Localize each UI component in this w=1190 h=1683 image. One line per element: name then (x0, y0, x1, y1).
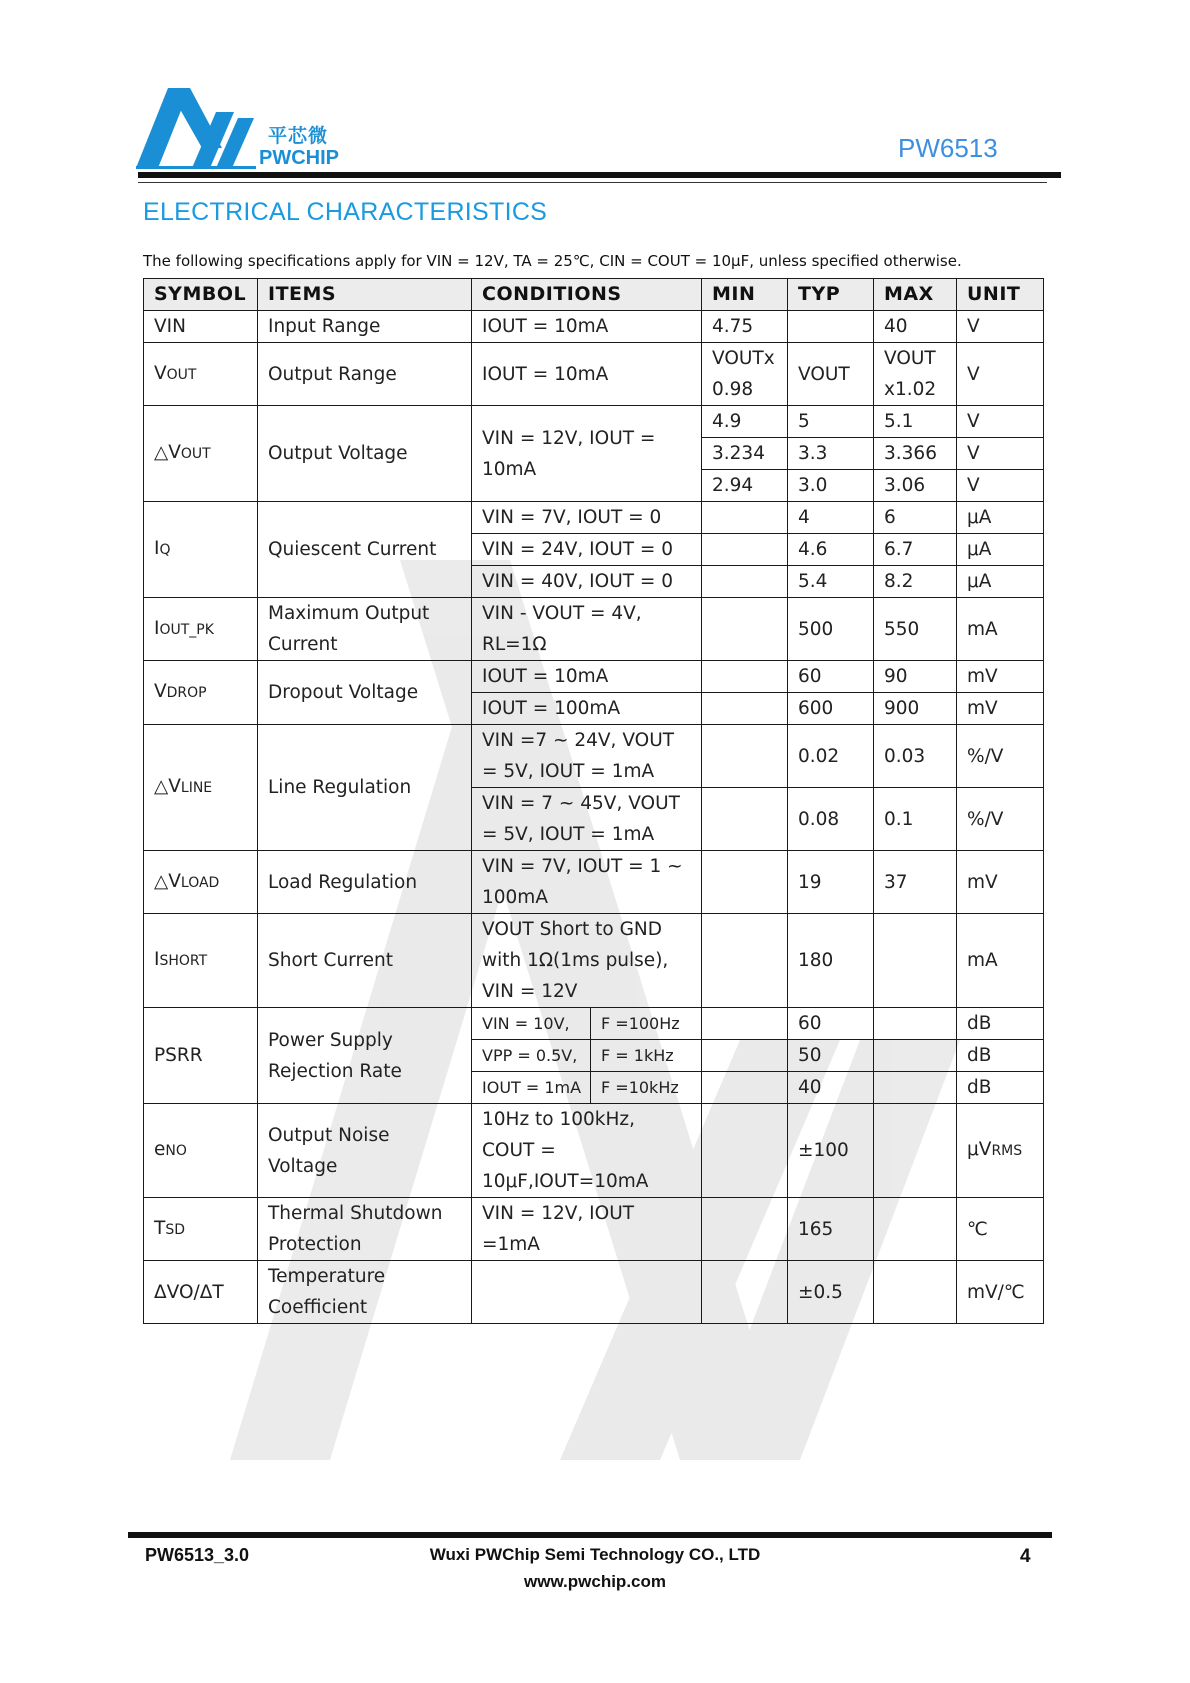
typ-cell: 600 (788, 693, 874, 725)
unit-cell: mA (957, 914, 1044, 1008)
typ-cell: 4 (788, 502, 874, 534)
symbol-cell (144, 725, 258, 851)
condition-cell: VIN = 40V, IOUT = 0 (472, 566, 702, 598)
unit-cell: ℃ (957, 1198, 1044, 1261)
condition-cell (472, 1072, 702, 1104)
max-cell: 6 (874, 502, 957, 534)
psrr-condition-a: VPP = 0.5V, (472, 1040, 591, 1071)
typ-cell: 3.3 (788, 438, 874, 470)
unit-cell: V (957, 311, 1044, 343)
max-cell (874, 914, 957, 1008)
min-cell (702, 1104, 788, 1198)
max-cell: 37 (874, 851, 957, 914)
table-row-vin (144, 311, 1044, 343)
min-cell (702, 1072, 788, 1104)
min-cell (702, 502, 788, 534)
min-cell (702, 788, 788, 851)
symbol-main: V (154, 362, 167, 384)
header-typ: TYP (788, 279, 874, 311)
min-cell (702, 693, 788, 725)
logo-english-text: PWCHIP (259, 147, 339, 169)
symbol-cell (144, 502, 258, 598)
max-cell (874, 1072, 957, 1104)
symbol-sub: OUT_PK (159, 621, 214, 638)
min-cell (702, 1261, 788, 1324)
max-cell: 8.2 (874, 566, 957, 598)
spec-note: The following specifications apply for VIN = 12V, TA = 25℃, CIN = COUT = 10μF, unless specified otherwise. (143, 252, 962, 270)
header-conditions: CONDITIONS (472, 279, 702, 311)
max-cell: 3.366 (874, 438, 957, 470)
table-row-psrr (144, 1008, 1044, 1040)
min-cell: 3.234 (702, 438, 788, 470)
condition-cell: VIN = 7 ~ 45V, VOUT = 5V, IOUT = 1mA (472, 788, 702, 851)
symbol-sub: Q (159, 542, 171, 558)
unit-cell: μA (957, 502, 1044, 534)
max-cell: 550 (874, 598, 957, 661)
symbol-sub: DROP (166, 685, 207, 701)
unit-cell: mV/℃ (957, 1261, 1044, 1324)
header-items: ITEMS (258, 279, 472, 311)
unit-cell: mV (957, 851, 1044, 914)
header-max: MAX (874, 279, 957, 311)
table-row-vline (144, 725, 1044, 788)
max-cell: 5.1 (874, 406, 957, 438)
page-number: 4 (1020, 1546, 1031, 1567)
max-cell: 3.06 (874, 470, 957, 502)
symbol-main: I (154, 538, 160, 559)
section-title: ELECTRICAL CHARACTERISTICS (143, 198, 548, 226)
symbol-main: △V (154, 776, 181, 797)
symbol-cell (144, 1198, 258, 1261)
table-row-eno (144, 1104, 1044, 1198)
min-cell (702, 914, 788, 1008)
min-cell: VOUTx 0.98 (702, 343, 788, 406)
min-cell (702, 598, 788, 661)
condition-cell: 10Hz to 100kHz, COUT = 10μF,IOUT=10mA (472, 1104, 702, 1198)
psrr-frequency: F = 1kHz (601, 1046, 674, 1065)
header-min: MIN (702, 279, 788, 311)
symbol-cell: PSRR (144, 1008, 258, 1104)
unit-cell: dB (957, 1008, 1044, 1040)
condition-cell (472, 1008, 702, 1040)
typ-cell: ±0.5 (788, 1261, 874, 1324)
symbol-main: △V (154, 442, 181, 463)
symbol-sub: LOAD (180, 874, 220, 891)
condition-cell: IOUT = 10mA (472, 343, 702, 406)
table-row-iq (144, 502, 1044, 534)
unit-cell: μA (957, 566, 1044, 598)
table-row-dvout (144, 406, 1044, 438)
typ-cell: 0.02 (788, 725, 874, 788)
unit-cell: dB (957, 1072, 1044, 1104)
header-unit: UNIT (957, 279, 1044, 311)
condition-cell: VIN = 7V, IOUT = 0 (472, 502, 702, 534)
condition-cell: IOUT = 10mA (472, 311, 702, 343)
table-header-row (144, 279, 1044, 311)
typ-cell: 500 (788, 598, 874, 661)
psrr-frequency: F =10kHz (601, 1078, 679, 1097)
symbol-cell (144, 343, 258, 406)
typ-cell: 60 (788, 661, 874, 693)
item-cell: Output Noise Voltage (258, 1104, 472, 1198)
part-number: PW6513 (898, 133, 998, 163)
max-cell: 900 (874, 693, 957, 725)
typ-cell (788, 311, 874, 343)
unit-cell: dB (957, 1040, 1044, 1072)
condition-cell: VOUT Short to GND with 1Ω(1ms pulse), VIN = 12V (472, 914, 702, 1008)
item-cell: Temperature Coefficient (258, 1261, 472, 1324)
typ-cell: 5 (788, 406, 874, 438)
max-cell (874, 1198, 957, 1261)
symbol-sub: LINE (180, 780, 213, 796)
max-cell: 0.1 (874, 788, 957, 851)
min-cell: 4.9 (702, 406, 788, 438)
unit-cell: V (957, 438, 1044, 470)
logo-chinese-text: 平芯微 (268, 125, 329, 147)
max-cell (874, 1008, 957, 1040)
condition-cell: IOUT = 100mA (472, 693, 702, 725)
min-cell (702, 566, 788, 598)
table-row-vload (144, 851, 1044, 914)
symbol-cell (144, 914, 258, 1008)
max-cell: 0.03 (874, 725, 957, 788)
unit-cell: V (957, 470, 1044, 502)
unit-cell: μA (957, 534, 1044, 566)
condition-cell: VIN - VOUT = 4V, RL=1Ω (472, 598, 702, 661)
doc-version: PW6513_3.0 (145, 1545, 250, 1565)
typ-cell: 0.08 (788, 788, 874, 851)
symbol-sub: NO (165, 1143, 187, 1159)
unit-cell: V (957, 343, 1044, 406)
item-cell: Load Regulation (258, 851, 472, 914)
item-cell: Thermal Shutdown Protection (258, 1198, 472, 1261)
max-cell (874, 1040, 957, 1072)
typ-cell: 3.0 (788, 470, 874, 502)
max-cell: 6.7 (874, 534, 957, 566)
unit-cell: V (957, 406, 1044, 438)
symbol-main: e (154, 1139, 166, 1160)
min-cell (702, 1198, 788, 1261)
table-row-ishort (144, 914, 1044, 1008)
unit-sub: RMS (991, 1143, 1023, 1159)
electrical-characteristics-table (143, 278, 1044, 1324)
item-cell: Quiescent Current (258, 502, 472, 598)
item-cell: Line Regulation (258, 725, 472, 851)
typ-cell: 40 (788, 1072, 874, 1104)
item-cell: Output Voltage (258, 406, 472, 502)
condition-cell: VIN = 24V, IOUT = 0 (472, 534, 702, 566)
min-cell (702, 534, 788, 566)
min-cell: 4.75 (702, 311, 788, 343)
typ-cell: 5.4 (788, 566, 874, 598)
symbol-cell (144, 406, 258, 502)
min-cell (702, 661, 788, 693)
max-cell (874, 1261, 957, 1324)
condition-cell: VIN =7 ~ 24V, VOUT = 5V, IOUT = 1mA (472, 725, 702, 788)
typ-cell: 50 (788, 1040, 874, 1072)
condition-cell: VIN = 12V, IOUT = 10mA (472, 406, 702, 502)
unit-cell: %/V (957, 788, 1044, 851)
symbol-sub: OUT (166, 366, 197, 383)
min-cell (702, 851, 788, 914)
symbol-sub: SD (165, 1221, 185, 1238)
unit-cell: %/V (957, 725, 1044, 788)
condition-cell: VIN = 7V, IOUT = 1 ~ 100mA (472, 851, 702, 914)
symbol-main: T (154, 1217, 166, 1239)
unit-cell: mV (957, 661, 1044, 693)
typ-cell: 19 (788, 851, 874, 914)
symbol-cell (144, 598, 258, 661)
item-cell: Dropout Voltage (258, 661, 472, 725)
typ-cell: VOUT (788, 343, 874, 406)
symbol-cell (144, 851, 258, 914)
condition-cell: VIN = 12V, IOUT =1mA (472, 1198, 702, 1261)
symbol-main: I (154, 617, 160, 639)
symbol-cell: VIN (144, 311, 258, 343)
unit-main: μV (967, 1139, 992, 1160)
symbol-sub: OUT (180, 446, 211, 462)
typ-cell: 180 (788, 914, 874, 1008)
condition-cell: IOUT = 10mA (472, 661, 702, 693)
company-website: www.pwchip.com (524, 1572, 666, 1591)
footer-rule (128, 1532, 1052, 1538)
typ-cell: 60 (788, 1008, 874, 1040)
table-row-tsd (144, 1198, 1044, 1261)
header-rule-thin (138, 182, 1047, 183)
typ-cell: 165 (788, 1198, 874, 1261)
table-row-vdrop (144, 661, 1044, 693)
min-cell (702, 1040, 788, 1072)
item-cell: Output Range (258, 343, 472, 406)
min-cell: 2.94 (702, 470, 788, 502)
unit-cell: mV (957, 693, 1044, 725)
psrr-condition-a: IOUT = 1mA (472, 1072, 591, 1103)
item-cell: Power Supply Rejection Rate (258, 1008, 472, 1104)
company-name: Wuxi PWChip Semi Technology CO., LTD (429, 1545, 761, 1564)
max-cell: 90 (874, 661, 957, 693)
typ-cell: ±100 (788, 1104, 874, 1198)
max-cell: 40 (874, 311, 957, 343)
table-row-tempco (144, 1261, 1044, 1324)
min-cell (702, 1008, 788, 1040)
symbol-main: I (154, 949, 160, 970)
typ-cell: 4.6 (788, 534, 874, 566)
max-cell (874, 1104, 957, 1198)
unit-cell (957, 1104, 1044, 1198)
symbol-main: V (154, 681, 167, 702)
psrr-frequency: F =100Hz (601, 1014, 680, 1033)
min-cell (702, 725, 788, 788)
psrr-condition-a: VIN = 10V, (472, 1008, 591, 1039)
max-cell: VOUT x1.02 (874, 343, 957, 406)
item-cell: Input Range (258, 311, 472, 343)
symbol-sub: SHORT (159, 953, 208, 969)
symbol-cell (144, 661, 258, 725)
header-rule-thick (138, 172, 1061, 178)
item-cell: Short Current (258, 914, 472, 1008)
table-row-vout (144, 343, 1044, 406)
symbol-main: △V (154, 870, 181, 892)
symbol-cell (144, 1104, 258, 1198)
header-symbol: SYMBOL (144, 279, 258, 311)
condition-cell (472, 1261, 702, 1324)
table-row-iout-pk (144, 598, 1044, 661)
condition-cell (472, 1040, 702, 1072)
symbol-cell: ΔVO/ΔT (144, 1261, 258, 1324)
unit-cell: mA (957, 598, 1044, 661)
item-cell: Maximum Output Current (258, 598, 472, 661)
